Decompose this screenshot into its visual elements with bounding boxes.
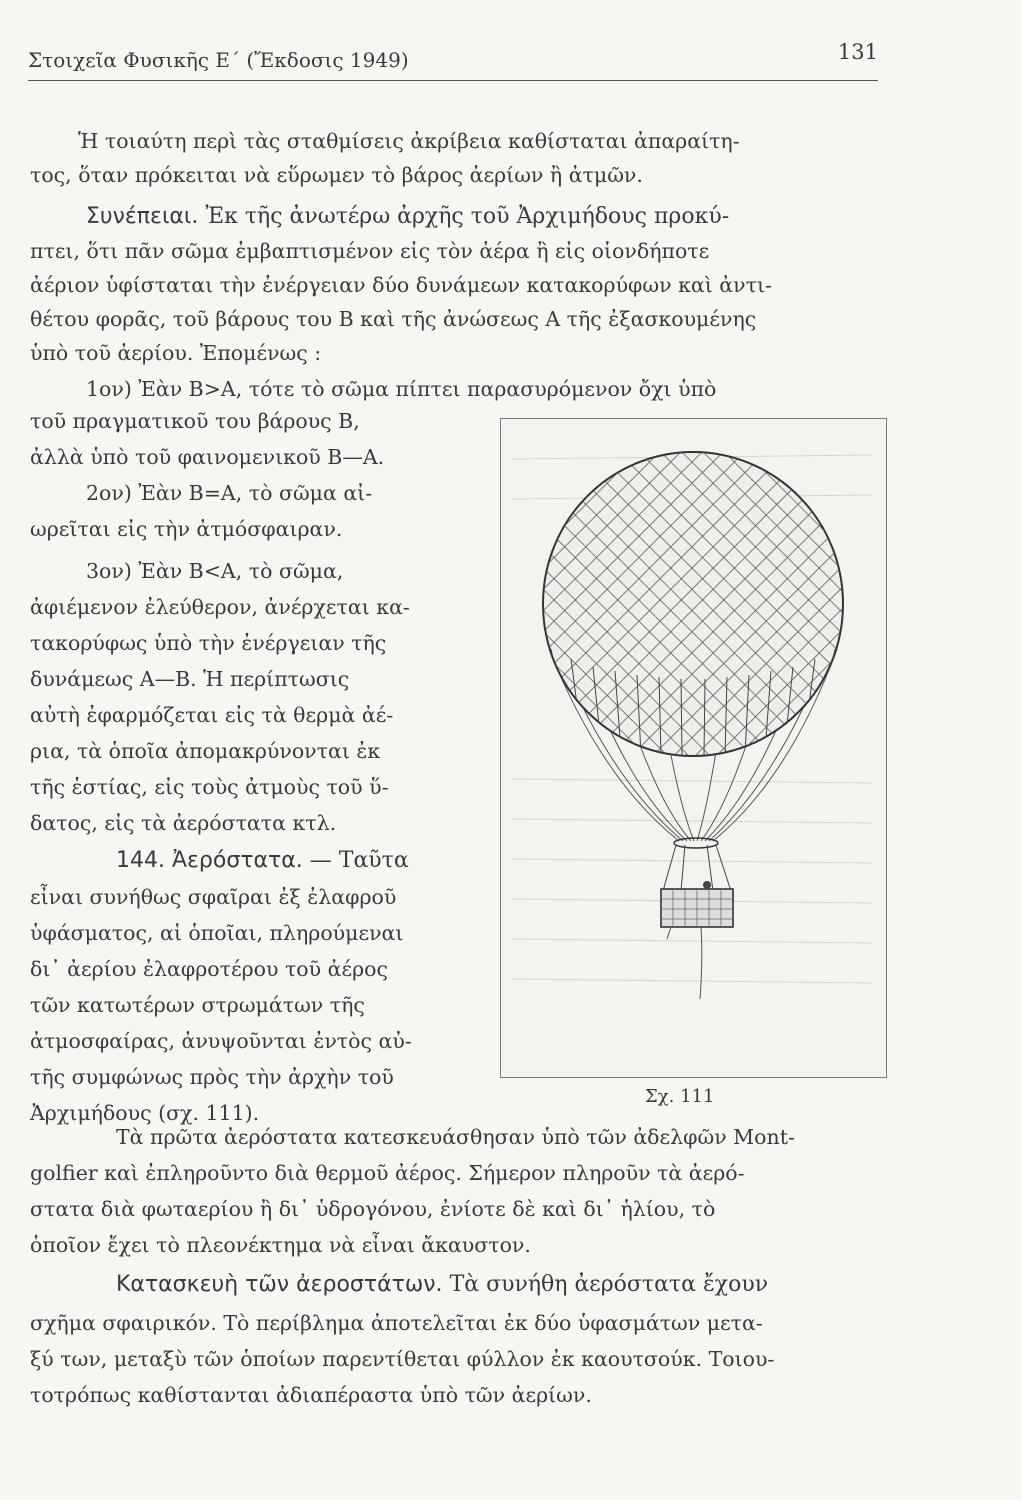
kataskeui-paragraph-first [116,1270,768,1300]
text-run: — Ταῦτα [309,848,409,873]
page-number: 131 [837,40,878,64]
text-line: ρια, τὰ ὁποῖα ἀπομακρύνονται ἐκ [30,739,381,763]
text-line: Ἡ τοιαύτη περὶ τὰς σταθμίσεις ἀκρίβεια καθίσταται ἀπαραίτη- [78,129,740,153]
text-line: θέτου φορᾶς, τοῦ βάρους του Β καὶ τῆς ἀνώσεως Α τῆς ἐξασκουμένης [30,307,757,331]
text-line: ἀτμοσφαίρας, ἀνυψοῦνται ἐντὸς αὐ- [30,1029,412,1053]
text-line: 3ον) Ἐὰν Β<Α, τὸ σῶμα, [86,559,344,583]
text-line: ωρεῖται εἰς τὴν ἀτμόσφαιραν. [30,517,343,541]
text-line: 1ον) Ἐὰν Β>Α, τότε τὸ σῶμα πίπτει παρασυρόμενον ὄχι ὑπὸ [86,377,717,401]
text-line: ὑπὸ τοῦ ἀερίου. Ἐπομένως : [30,341,322,365]
text-line: τακορύφως ὑπὸ τὴν ἐνέργειαν τῆς [30,631,387,655]
text-line: τοῦ πραγματικοῦ του βάρους Β, [30,409,360,433]
figure-caption: Σχ. 111 [645,1086,715,1107]
synepeiai-paragraph-first [86,202,729,232]
header-title: Στοιχεῖα Φυσικῆς Ε΄ (Ἔκδοσις 1949) [28,48,409,72]
text-line: εἶναι συνήθως σφαῖραι ἐξ ἐλαφροῦ [30,885,397,909]
synepeiai-heading: Συνέπειαι. [86,204,199,229]
text-line: ξύ των, μεταξὺ τῶν ὁποίων παρεντίθεται φύλλον ἐκ καουτσούκ. Τοιου- [30,1347,775,1371]
kataskeui-heading: Κατασκευὴ τῶν ἀεροστάτων. [116,1272,443,1297]
text-line: τῆς ἑστίας, εἰς τοὺς ἀτμοὺς τοῦ ὕ- [30,775,389,799]
section-144-first-line [116,846,409,876]
text-line: σχῆμα σφαιρικόν. Τὸ περίβλημα ἀποτελεῖται ἐκ δύο ὑφασμάτων μετα- [30,1311,763,1335]
text-line: ἀλλὰ ὑπὸ τοῦ φαινομενικοῦ Β—Α. [30,445,385,469]
text-line: δι᾿ ἀερίου ἐλαφροτέρου τοῦ ἀέρος [30,957,388,981]
text-line: ἀφιέμενον ἐλεύθερον, ἀνέρχεται κα- [30,595,410,619]
text-line: τοτρόπως καθίστανται ἀδιαπέραστα ὑπὸ τῶν ἀερίων. [30,1383,592,1407]
text-line: πτει, ὅτι πᾶν σῶμα ἐμβαπτισμένον εἰς τὸν ἀέρα ἢ εἰς οἱονδήποτε [30,239,710,263]
text-line: Ἀρχιμήδους (σχ. 111). [30,1101,260,1125]
text-line: ὑφάσματος, αἱ ὁποῖαι, πληρούμεναι [30,921,404,945]
section-number: 144. [116,848,165,873]
section-heading: Ἀερόστατα. [171,848,303,873]
text-line: δυνάμεως Α—Β. Ἡ περίπτωσις [30,667,350,691]
running-header [28,40,878,81]
balloon-figure [500,418,887,1078]
text-line: τῶν κατωτέρων στρωμάτων τῆς [30,993,365,1017]
text-line: αὐτὴ ἐφαρμόζεται εἰς τὰ θερμὰ ἀέ- [30,703,394,727]
text-line: Τὰ πρῶτα ἀερόστατα κατεσκευάσθησαν ὑπὸ τῶν ἀδελφῶν Mont- [116,1125,795,1149]
text-line: τος, ὅταν πρόκειται νὰ εὕρωμεν τὸ βάρος ἀερίων ἢ ἀτμῶν. [30,163,643,187]
text-line: τῆς συμφώνως πρὸς τὴν ἀρχὴν τοῦ [30,1065,394,1089]
text-line: golfier καὶ ἐπληροῦντο διὰ θερμοῦ ἀέρος. Σήμερον πληροῦν τὰ ἀερό- [30,1161,745,1185]
hot-air-balloon-icon [501,419,886,1077]
text-line: ὁποῖον ἔχει τὸ πλεονέκτημα νὰ εἶναι ἄκαυστον. [30,1233,531,1257]
text-line: 2ον) Ἐὰν Β=Α, τὸ σῶμα αἰ- [86,481,373,505]
text-run: Ἐκ τῆς ἀνωτέρω ἀρχῆς τοῦ Ἀρχιμήδους προκύ- [205,204,730,229]
text-run: Τὰ συνήθη ἀερόστατα ἔχουν [449,1272,769,1297]
text-line: στατα διὰ φωταερίου ἢ δι᾿ ὑδρογόνου, ἐνίοτε δὲ καὶ δι᾿ ἡλίου, τὸ [30,1197,716,1221]
text-line: δατος, εἰς τὰ ἀερόστατα κτλ. [30,811,337,835]
text-line: ἀέριον ὑφίσταται τὴν ἐνέργειαν δύο δυνάμεων κατακορύφων καὶ ἀντι- [30,273,772,297]
